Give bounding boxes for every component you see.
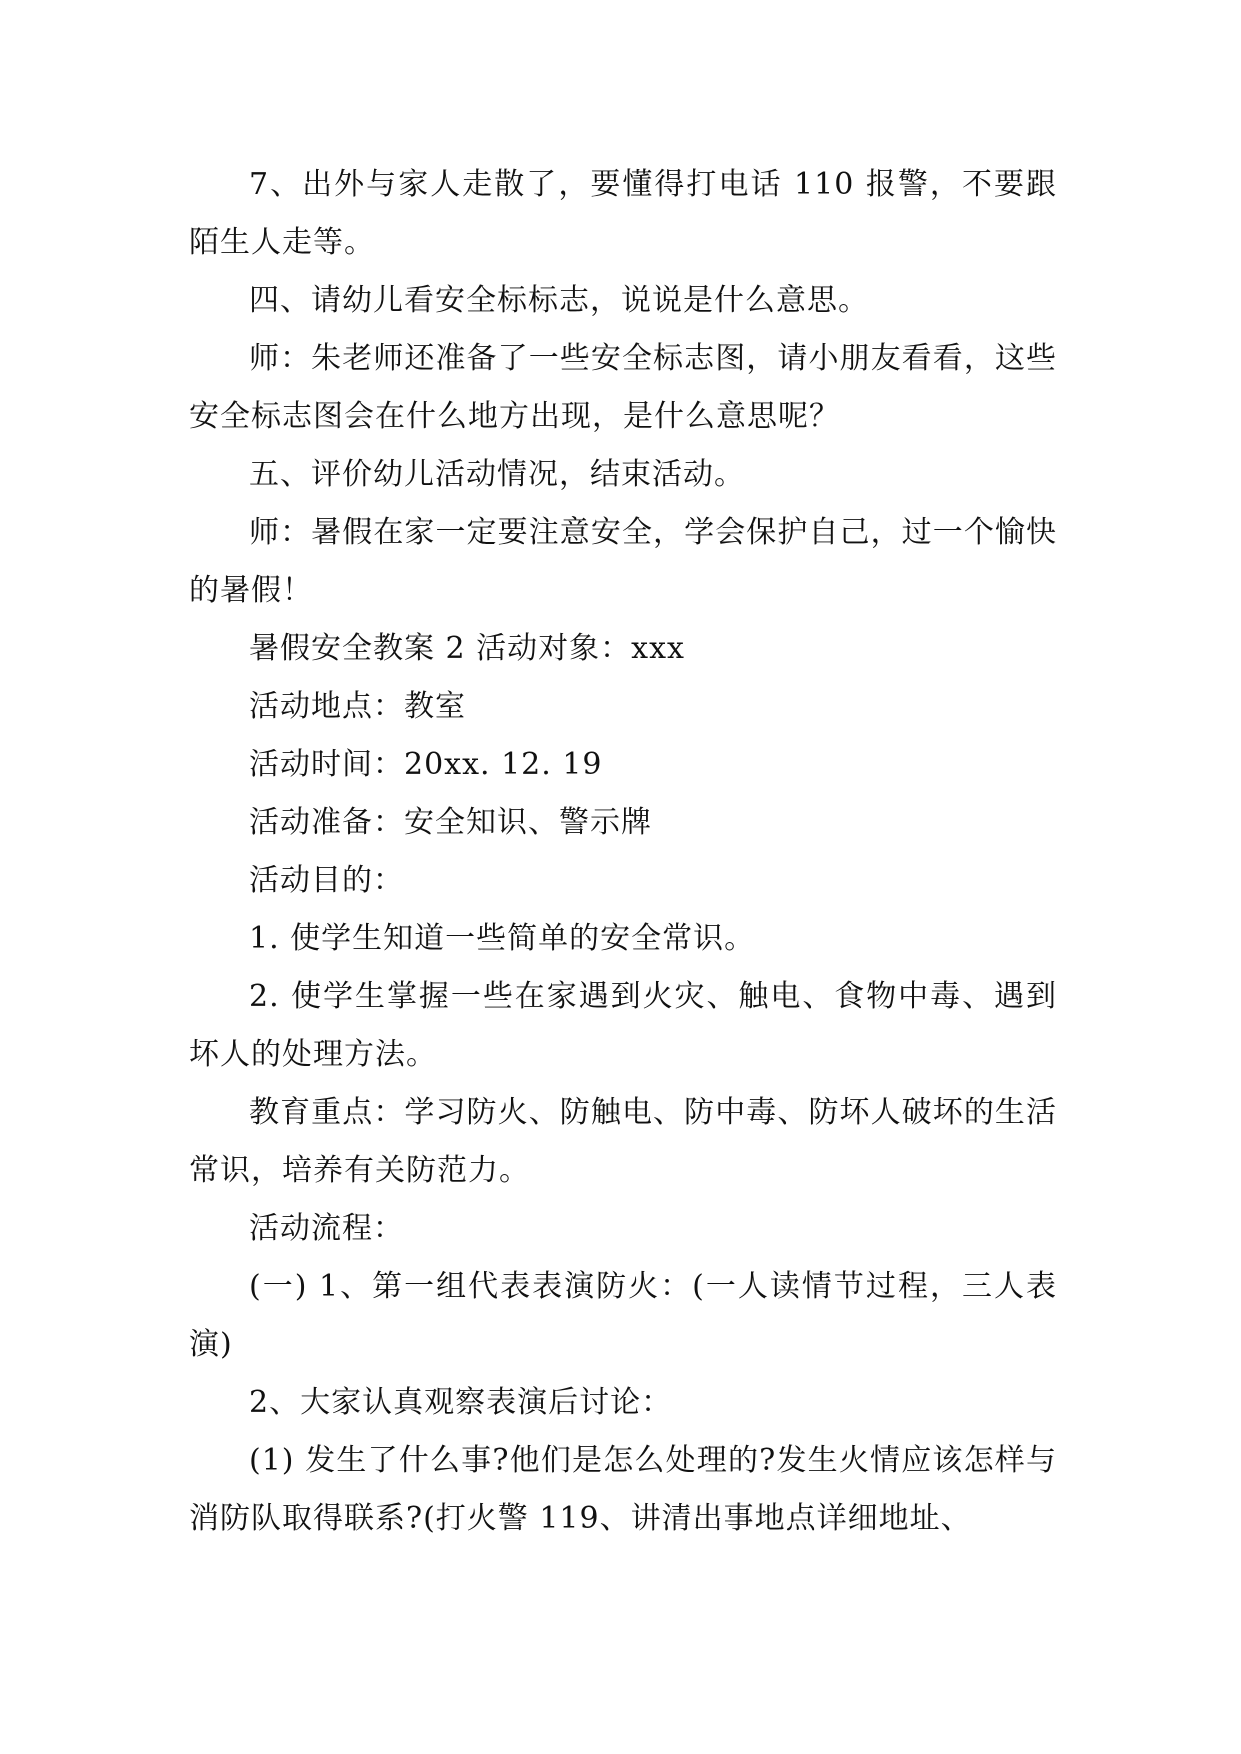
paragraph-teacher-signs: 师：朱老师还准备了一些安全标志图，请小朋友看看，这些安全标志图会在什么地方出现，是什么意思呢？ bbox=[189, 341, 1057, 434]
paragraph-discussion-1: (1) 发生了什么事?他们是怎么处理的?发生火情应该怎样与消防队取得联系?(打火警 119、讲清出事地点详细地址、 bbox=[189, 1443, 1057, 1536]
paragraph-section-five: 五、评价幼儿活动情况，结束活动。 bbox=[249, 457, 745, 492]
paragraph-activity-preparation: 活动准备：安全知识、警示牌 bbox=[249, 805, 652, 840]
paragraph-activity-flow-heading: 活动流程： bbox=[249, 1211, 404, 1246]
paragraph-activity-location: 活动地点：教室 bbox=[249, 689, 466, 724]
paragraph-item-7-lost: 7、出外与家人走散了，要懂得打电话 110 报警，不要跟陌生人走等。 bbox=[189, 167, 1057, 260]
paragraph-goal-2: 2. 使学生掌握一些在家遇到火灾、触电、食物中毒、遇到坏人的处理方法。 bbox=[189, 979, 1057, 1072]
paragraph-goal-1: 1. 使学生知道一些简单的安全常识。 bbox=[249, 921, 756, 956]
paragraph-flow-step-1: (一) 1、第一组代表表演防火：(一人读情节过程，三人表演) bbox=[189, 1269, 1057, 1362]
paragraph-flow-step-2: 2、大家认真观察表演后讨论： bbox=[249, 1385, 673, 1420]
paragraph-lesson-2-target: 暑假安全教案 2 活动对象：xxx bbox=[249, 631, 685, 666]
paragraph-teacher-summer: 师：暑假在家一定要注意安全，学会保护自己，过一个愉快的暑假！ bbox=[189, 515, 1057, 608]
paragraph-activity-time: 活动时间：20xx. 12. 19 bbox=[249, 747, 603, 782]
document-body bbox=[189, 156, 1057, 1548]
paragraph-activity-goals-heading: 活动目的： bbox=[249, 863, 404, 898]
paragraph-education-focus: 教育重点：学习防火、防触电、防中毒、防坏人破坏的生活常识，培养有关防范力。 bbox=[189, 1095, 1057, 1188]
paragraph-section-four: 四、请幼儿看安全标标志，说说是什么意思。 bbox=[249, 283, 869, 318]
